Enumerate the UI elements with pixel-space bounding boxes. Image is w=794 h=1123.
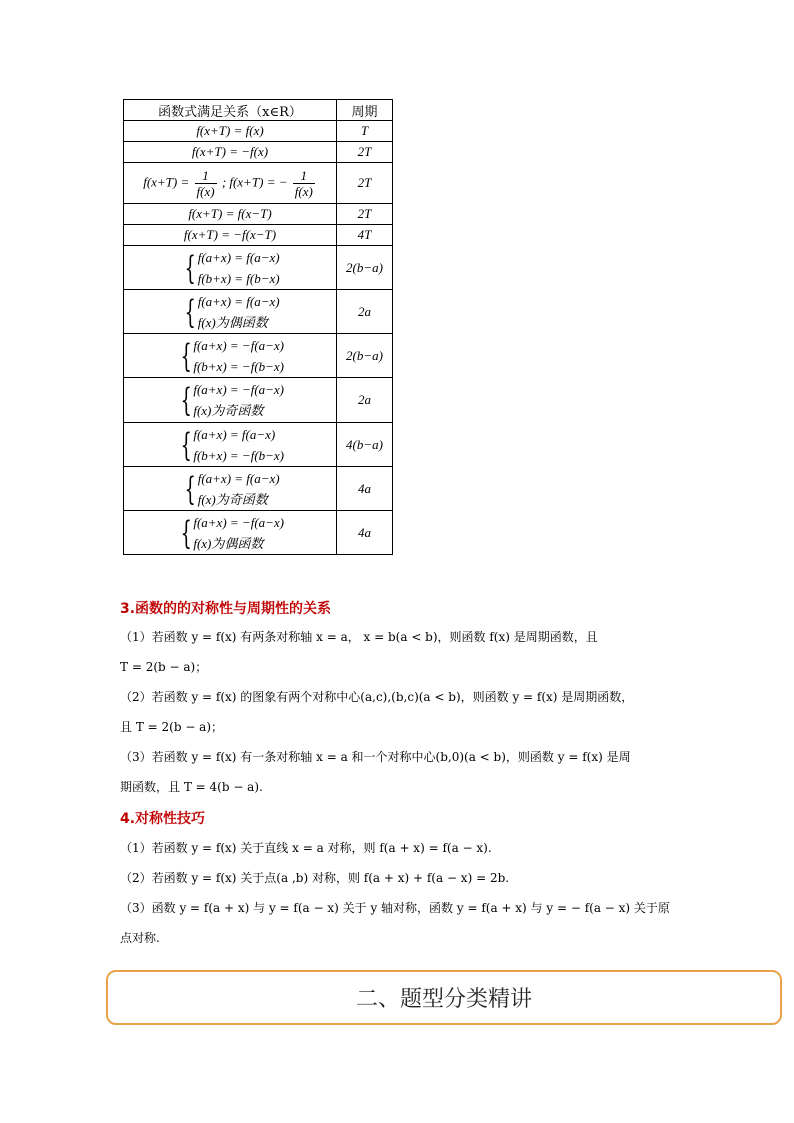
equation-system bbox=[180, 291, 279, 333]
table-row bbox=[124, 142, 393, 163]
relation-cell bbox=[124, 334, 337, 378]
brace-symbol: { bbox=[180, 336, 192, 375]
fraction-denominator: f(x) bbox=[196, 183, 215, 199]
section3-p3-line1: （3）若函数 y = f(x) 有一条对称轴 x = a 和一个对称中心(b,0)(a < b)，则函数 y = f(x) 是周 bbox=[120, 750, 631, 764]
header-period: 周期 bbox=[337, 100, 393, 121]
period-table bbox=[123, 99, 393, 555]
section3-p2-line2: 且 T = 2(b − a)； bbox=[120, 720, 224, 734]
section-banner bbox=[106, 970, 782, 1025]
system-line-2: f(b+x) = −f(b−x) bbox=[193, 447, 285, 463]
section4-p3-line2: 点对称. bbox=[120, 931, 160, 945]
system-line-2: f(x)为偶函数 bbox=[197, 314, 268, 330]
system-line-1: f(a+x) = f(a−x) bbox=[197, 249, 280, 265]
section3-p1-line1: （1）若函数 y = f(x) 有两条对称轴 x = a， x = b(a < b)，则函数 f(x) 是周期函数，且 bbox=[120, 630, 598, 644]
relation-cell bbox=[124, 378, 337, 423]
equation-system bbox=[180, 468, 279, 510]
brace-symbol: { bbox=[184, 292, 197, 331]
table-row bbox=[124, 163, 393, 204]
system-line-2: f(x)为偶函数 bbox=[193, 535, 264, 551]
system-line-1: f(a+x) = −f(a−x) bbox=[193, 337, 285, 353]
relation-cell bbox=[124, 467, 337, 511]
period-cell: 2(b−a) bbox=[337, 334, 393, 378]
system-line-1: f(a+x) = −f(a−x) bbox=[193, 514, 285, 530]
system-line-2: f(x)为奇函数 bbox=[197, 491, 268, 507]
relation-cell bbox=[124, 511, 337, 555]
brace-symbol: { bbox=[180, 513, 192, 552]
period-cell: 2T bbox=[337, 142, 393, 163]
period-cell: T bbox=[337, 121, 393, 142]
table-row bbox=[124, 511, 393, 555]
system-line-1: f(a+x) = −f(a−x) bbox=[193, 382, 285, 397]
table-row bbox=[124, 378, 393, 423]
relation-cell: f(x+T) = f(x−T) bbox=[124, 204, 337, 225]
table-row bbox=[124, 290, 393, 334]
banner-title: 二、题型分类精讲 bbox=[355, 987, 532, 1012]
table-row bbox=[124, 334, 393, 378]
brace-symbol: { bbox=[184, 469, 197, 508]
fraction-b bbox=[293, 168, 315, 199]
period-cell: 2T bbox=[337, 163, 393, 204]
table-row bbox=[124, 225, 393, 246]
period-cell: 2(b−a) bbox=[337, 246, 393, 290]
section3-p1-line2: T = 2(b − a)； bbox=[120, 660, 208, 674]
brace-symbol: { bbox=[180, 381, 192, 419]
relation-part-a: f(x+T) = bbox=[143, 173, 190, 189]
system-line-2: f(b+x) = −f(b−x) bbox=[193, 358, 285, 374]
relation-cell bbox=[124, 423, 337, 467]
equation-system bbox=[176, 512, 284, 554]
period-cell: 2T bbox=[337, 204, 393, 225]
equation-system bbox=[176, 424, 284, 466]
section4-title: 4.对称性技巧 bbox=[120, 811, 206, 827]
relation-cell: f(x+T) = −f(x−T) bbox=[124, 225, 337, 246]
brace-symbol: { bbox=[184, 248, 197, 287]
fraction-numerator: 1 bbox=[293, 168, 315, 184]
period-cell: 4T bbox=[337, 225, 393, 246]
section4-p2: （2）若函数 y = f(x) 关于点(a ,b) 对称，则 f(a + x) + f(a − x) = 2b. bbox=[120, 871, 510, 885]
fraction-numerator: 1 bbox=[195, 168, 217, 184]
table-row bbox=[124, 467, 393, 511]
equation-system bbox=[176, 335, 284, 377]
system-line-1: f(a+x) = f(a−x) bbox=[197, 293, 280, 309]
relation-part-b: ; f(x+T) = − bbox=[221, 173, 288, 189]
relation-cell: f(x+T) = −f(x) bbox=[124, 142, 337, 163]
fraction-denominator: f(x) bbox=[294, 183, 313, 199]
table-row bbox=[124, 121, 393, 142]
relation-cell: f(x+T) = f(x) bbox=[124, 121, 337, 142]
period-cell: 4a bbox=[337, 467, 393, 511]
table-header-row bbox=[124, 100, 393, 121]
table-row bbox=[124, 246, 393, 290]
relation-cell bbox=[124, 163, 337, 204]
system-line-2: f(x)为奇函数 bbox=[193, 403, 264, 418]
relation-cell bbox=[124, 290, 337, 334]
table-row bbox=[124, 204, 393, 225]
section3-title: 3.函数的的对称性与周期性的关系 bbox=[120, 601, 332, 617]
system-line-2: f(b+x) = f(b−x) bbox=[197, 270, 280, 286]
period-cell: 2a bbox=[337, 378, 393, 423]
section3-p3-line2: 期函数，且 T = 4(b − a). bbox=[120, 780, 263, 794]
relation-cell bbox=[124, 246, 337, 290]
table-row bbox=[124, 423, 393, 467]
system-line-1: f(a+x) = f(a−x) bbox=[197, 470, 280, 486]
equation-system bbox=[176, 379, 284, 421]
period-cell: 2a bbox=[337, 290, 393, 334]
brace-symbol: { bbox=[180, 425, 192, 464]
section4-p1: （1）若函数 y = f(x) 关于直线 x = a 对称，则 f(a + x) = f(a − x). bbox=[120, 841, 492, 855]
header-relation: 函数式满足关系（x∈R） bbox=[124, 100, 337, 121]
fraction-a bbox=[195, 168, 217, 199]
system-line-1: f(a+x) = f(a−x) bbox=[193, 426, 276, 442]
period-cell: 4(b−a) bbox=[337, 423, 393, 467]
section3-p2-line1: （2）若函数 y = f(x) 的图象有两个对称中心(a,c),(b,c)(a < b)，则函数 y = f(x) 是周期函数， bbox=[120, 690, 634, 704]
section4-p3-line1: （3）函数 y = f(a + x) 与 y = f(a − x) 关于 y 轴对称，函数 y = f(a + x) 与 y = − f(a − x) 关于原 bbox=[120, 901, 670, 915]
equation-system bbox=[180, 247, 279, 289]
period-cell: 4a bbox=[337, 511, 393, 555]
